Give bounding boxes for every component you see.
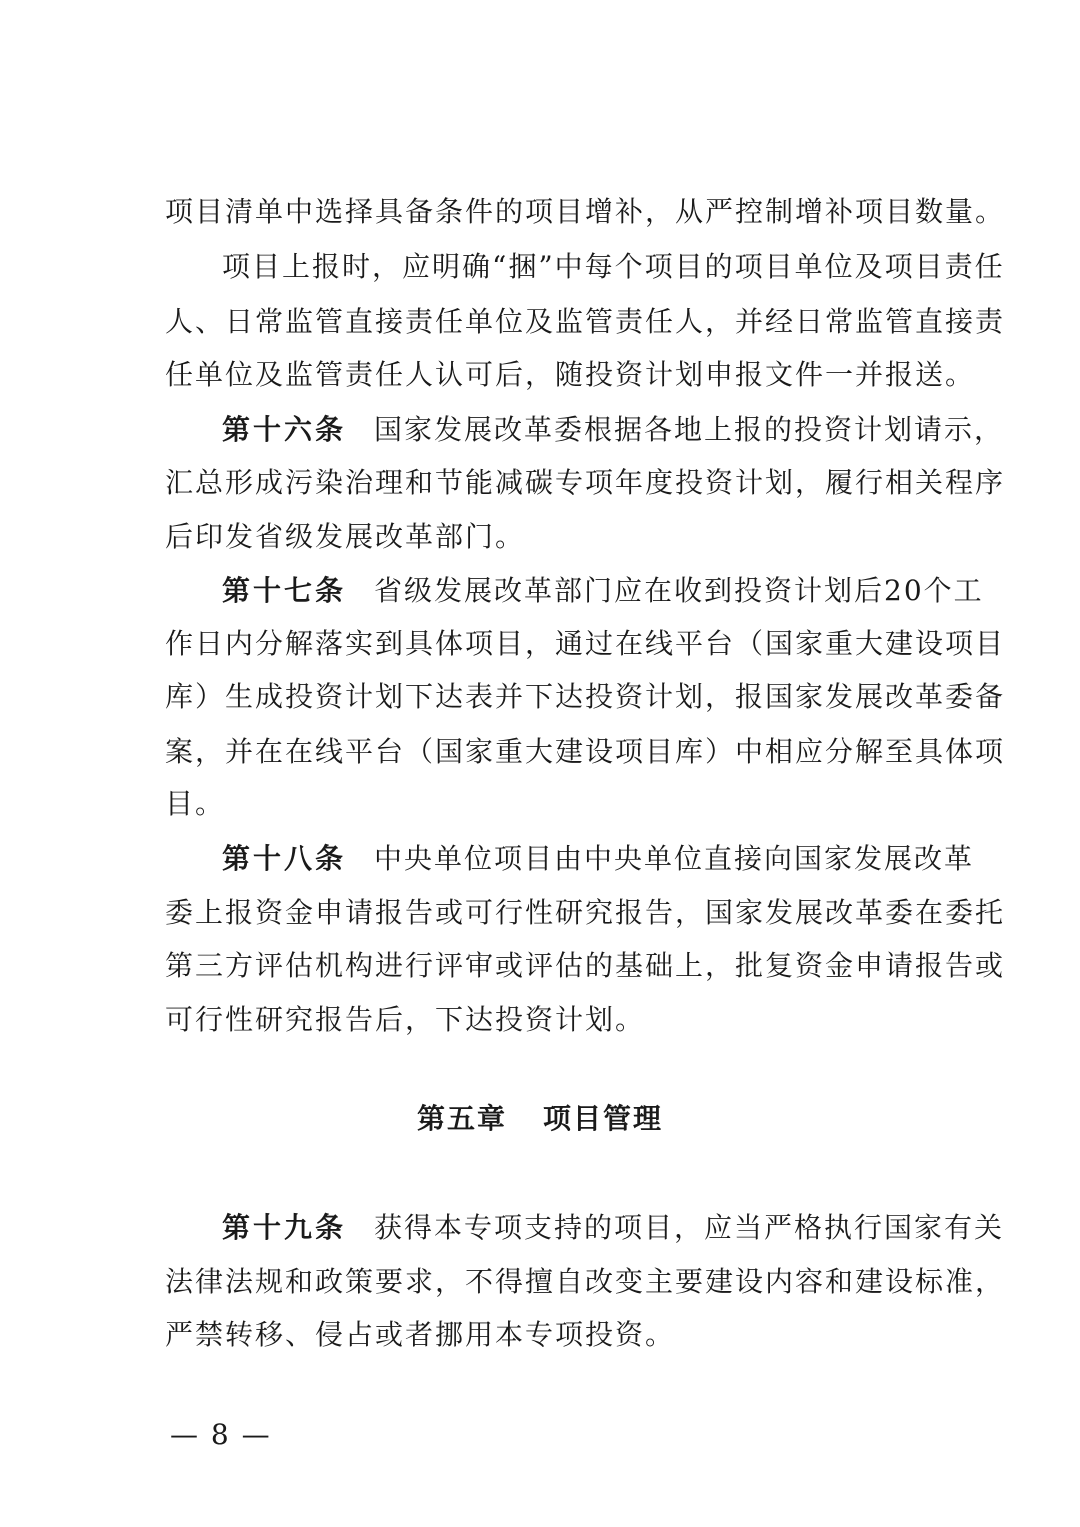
article-text: 国家发展改革委根据各地上报的投资计划请示， [374, 413, 1005, 446]
paragraph-line: 作日内分解落实到具体项目，通过在线平台（国家重大建设项目 [165, 627, 1006, 660]
paragraph-line: 法律法规和政策要求，不得擅自改变主要建设内容和建设标准， [165, 1265, 1006, 1298]
paragraph-line: 后印发省级发展改革部门。 [165, 520, 526, 553]
paragraph-line: 库）生成投资计划下达表并下达投资计划，报国家发展改革委备 [165, 680, 1006, 713]
paragraph-line: 案，并在在线平台（国家重大建设项目库）中相应分解至具体项 [165, 735, 1006, 768]
article-number: 第十七条 [222, 574, 347, 607]
article-text: 获得本专项支持的项目，应当严格执行国家有关 [374, 1211, 1005, 1244]
page-number: — 8 — [170, 1418, 272, 1451]
article-number: 第十九条 [222, 1211, 347, 1244]
article-number: 第十八条 [222, 842, 347, 875]
paragraph-line: 人、日常监管直接责任单位及监管责任人，并经日常监管直接责 [165, 305, 1006, 338]
paragraph-line: 委上报资金申请报告或可行性研究报告，国家发展改革委在委托 [165, 896, 1006, 929]
paragraph-line: 目。 [165, 787, 226, 820]
article-number: 第十六条 [222, 413, 347, 446]
article-16-line [222, 413, 1005, 447]
article-text: 中央单位项目由中央单位直接向国家发展改革 [374, 842, 975, 875]
paragraph-line: 可行性研究报告后，下达投资计划。 [165, 1003, 646, 1036]
paragraph-line: 项目上报时，应明确“捆”中每个项目的项目单位及项目责任 [222, 250, 1005, 283]
paragraph-line: 严禁转移、侵占或者挪用本专项投资。 [165, 1318, 676, 1351]
paragraph-line: 任单位及监管责任人认可后，随投资计划申报文件一并报送。 [165, 358, 976, 391]
article-19-line [222, 1211, 1005, 1245]
chapter-title: 项目管理 [543, 1102, 664, 1135]
article-18-line [222, 842, 975, 876]
chapter-heading [0, 1102, 1080, 1136]
paragraph-line: 项目清单中选择具备条件的项目增补，从严控制增补项目数量。 [165, 195, 1006, 228]
article-text: 省级发展改革部门应在收到投资计划后20个工 [374, 574, 984, 607]
chapter-number: 第五章 [416, 1102, 507, 1135]
paragraph-line: 第三方评估机构进行评审或评估的基础上，批复资金申请报告或 [165, 949, 1006, 982]
paragraph-line: 汇总形成污染治理和节能减碳专项年度投资计划，履行相关程序 [165, 466, 1006, 499]
article-17-line [222, 574, 984, 608]
